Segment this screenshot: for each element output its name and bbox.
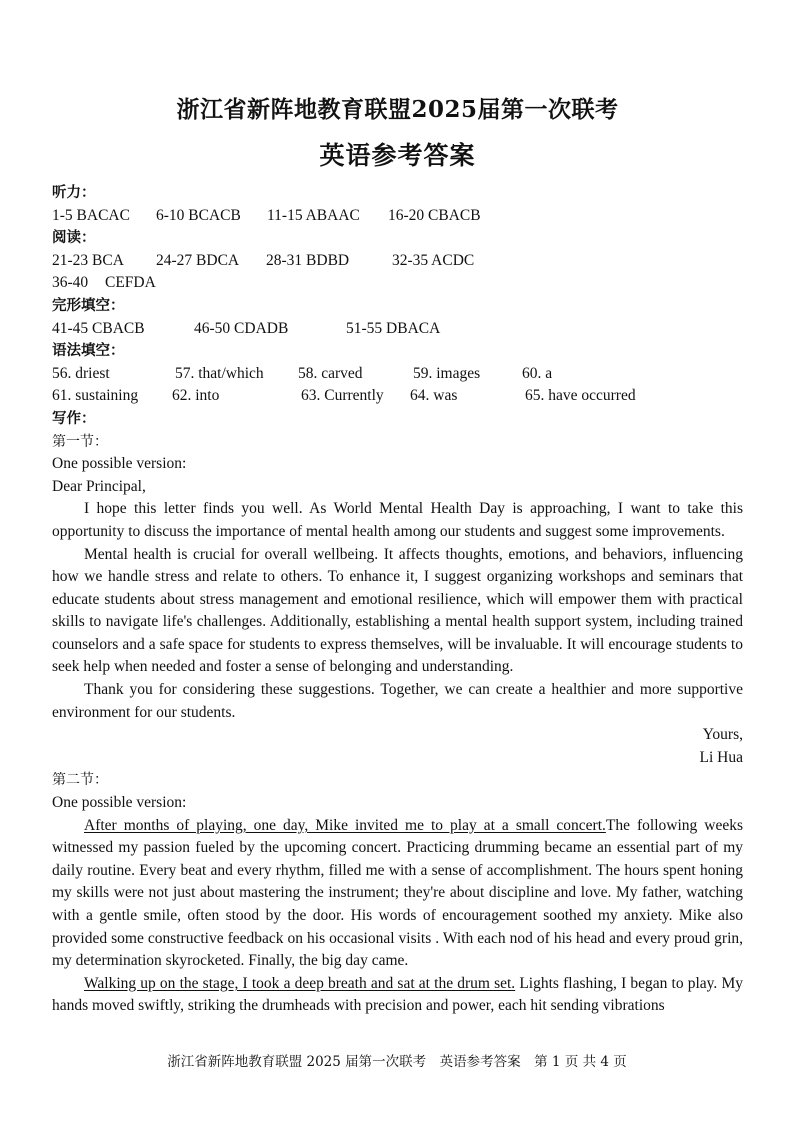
answer-row-cloze: [52, 318, 743, 341]
answer-letters: CEFDA: [105, 274, 156, 292]
answer-row-grammar-2: [52, 385, 743, 408]
section-label-listening: 听力：: [52, 185, 96, 201]
answer-item: 62. into: [172, 387, 220, 405]
answer-item: 59. images: [413, 364, 481, 382]
letter-paragraph: Mental health is crucial for overall wellbeing. It affects thoughts, emotions, and behaviors, influencing how we handle stress and relate to others. To enhance it, I suggest organizing workshops and seminars that educate students about stress management and emotional resilience, which will empower them with practical skills to navigate life's challenges. Additionally, establishing a mental health support system, including trained counselors and a safe space for students to express themselves, will be invaluable. It will encourage students to seek help when needed and foster a sense of belonging and understanding.: [52, 545, 743, 676]
answer-item: 56. driest: [52, 364, 110, 382]
section-label-grammar: 语法填空：: [52, 343, 125, 360]
section-label-reading: 阅读：: [52, 230, 96, 247]
answer-group: 32-35 ACDC: [392, 251, 475, 269]
letter-greeting: Dear Principal,: [52, 477, 146, 495]
story-paragraph: [52, 815, 743, 973]
answer-row-reading-2: [52, 272, 743, 295]
answer-item: 63. Currently: [301, 387, 384, 405]
answer-item: 58. carved: [298, 364, 363, 382]
answer-item: 61. sustaining: [52, 387, 139, 405]
answer-group: 16-20 CBACB: [388, 206, 481, 224]
answer-item: 65. have occurred: [525, 387, 636, 405]
writing-part2-label: 第二节：: [52, 772, 108, 789]
section-label-writing: 写作：: [52, 410, 96, 427]
answer-key-page: [52, 92, 743, 1018]
answer-item: 57. that/which: [175, 364, 264, 382]
letter-signature: Li Hua: [699, 748, 743, 766]
answer-row-reading-1: [52, 250, 743, 273]
version-intro: One possible version:: [52, 794, 187, 812]
given-opening-sentence: After months of playing, one day, Mike invited me to play at a small concert.: [84, 816, 606, 834]
answer-group: 1-5 BACAC: [52, 206, 130, 224]
answer-item: 64. was: [410, 387, 458, 405]
answer-group: 11-15 ABAAC: [267, 206, 360, 224]
version-intro: One possible version:: [52, 455, 187, 473]
answer-group: 41-45 CBACB: [52, 319, 145, 337]
answer-row-listening: [52, 205, 743, 228]
page-title: 浙江省新阵地教育联盟2025届第一次联考: [176, 96, 619, 123]
answer-group: 51-55 DBACA: [346, 319, 441, 337]
story-paragraph: [52, 973, 743, 1018]
answer-row-grammar-1: [52, 363, 743, 386]
section-label-cloze: 完形填空：: [52, 297, 125, 314]
page-subtitle: 英语参考答案: [319, 141, 476, 170]
letter-closing: Yours,: [702, 726, 743, 744]
answer-group: 46-50 CDADB: [194, 319, 289, 337]
letter-paragraph: I hope this letter finds you well. As World Mental Health Day is approaching, I want to take this opportunity to discuss the importance of mental health among our students and suggest some improvements.: [52, 500, 743, 540]
answer-item: 60. a: [522, 364, 553, 382]
given-opening-sentence: Walking up on the stage, I took a deep breath and sat at the drum set.: [84, 974, 516, 992]
writing-part1-label: 第一节：: [52, 433, 108, 450]
answer-group: 6-10 BCACB: [156, 206, 241, 224]
story-text: The following weeks witnessed my passion fueled by the upcoming concert. Practicing drumming became an essential part of my daily routine. Every beat and every rhythm, filled me with a sense of accomplishment. The hours spent honing my skills were not just about mastering the instrument; they're about discipline and love. My father, watching with a gentle smile, often stood by the door. His words of encouragement soothed my anxiety. Mike also provided some constructive feedback on his occasional visits . With each nod of his head and every proud grin, my determination skyrocketed. Finally, the big day came.: [52, 816, 744, 970]
answer-group: 24-27 BDCA: [156, 251, 240, 269]
letter-paragraph: Thank you for considering these suggestions. Together, we can create a healthier and more supportive environment for our students.: [52, 681, 743, 721]
story-text: Lights flashing, I began to play. My hands moved swiftly, striking the drumheads with precision and power, each hit sending vibrations: [52, 974, 743, 1015]
answer-group: 21-23 BCA: [52, 251, 124, 269]
page-footer: 浙江省新阵地教育联盟 2025 届第一次联考 英语参考答案 第 1 页 共 4 页: [167, 1054, 627, 1070]
answer-group: 28-31 BDBD: [266, 251, 350, 269]
answer-range: 36-40: [52, 274, 89, 292]
